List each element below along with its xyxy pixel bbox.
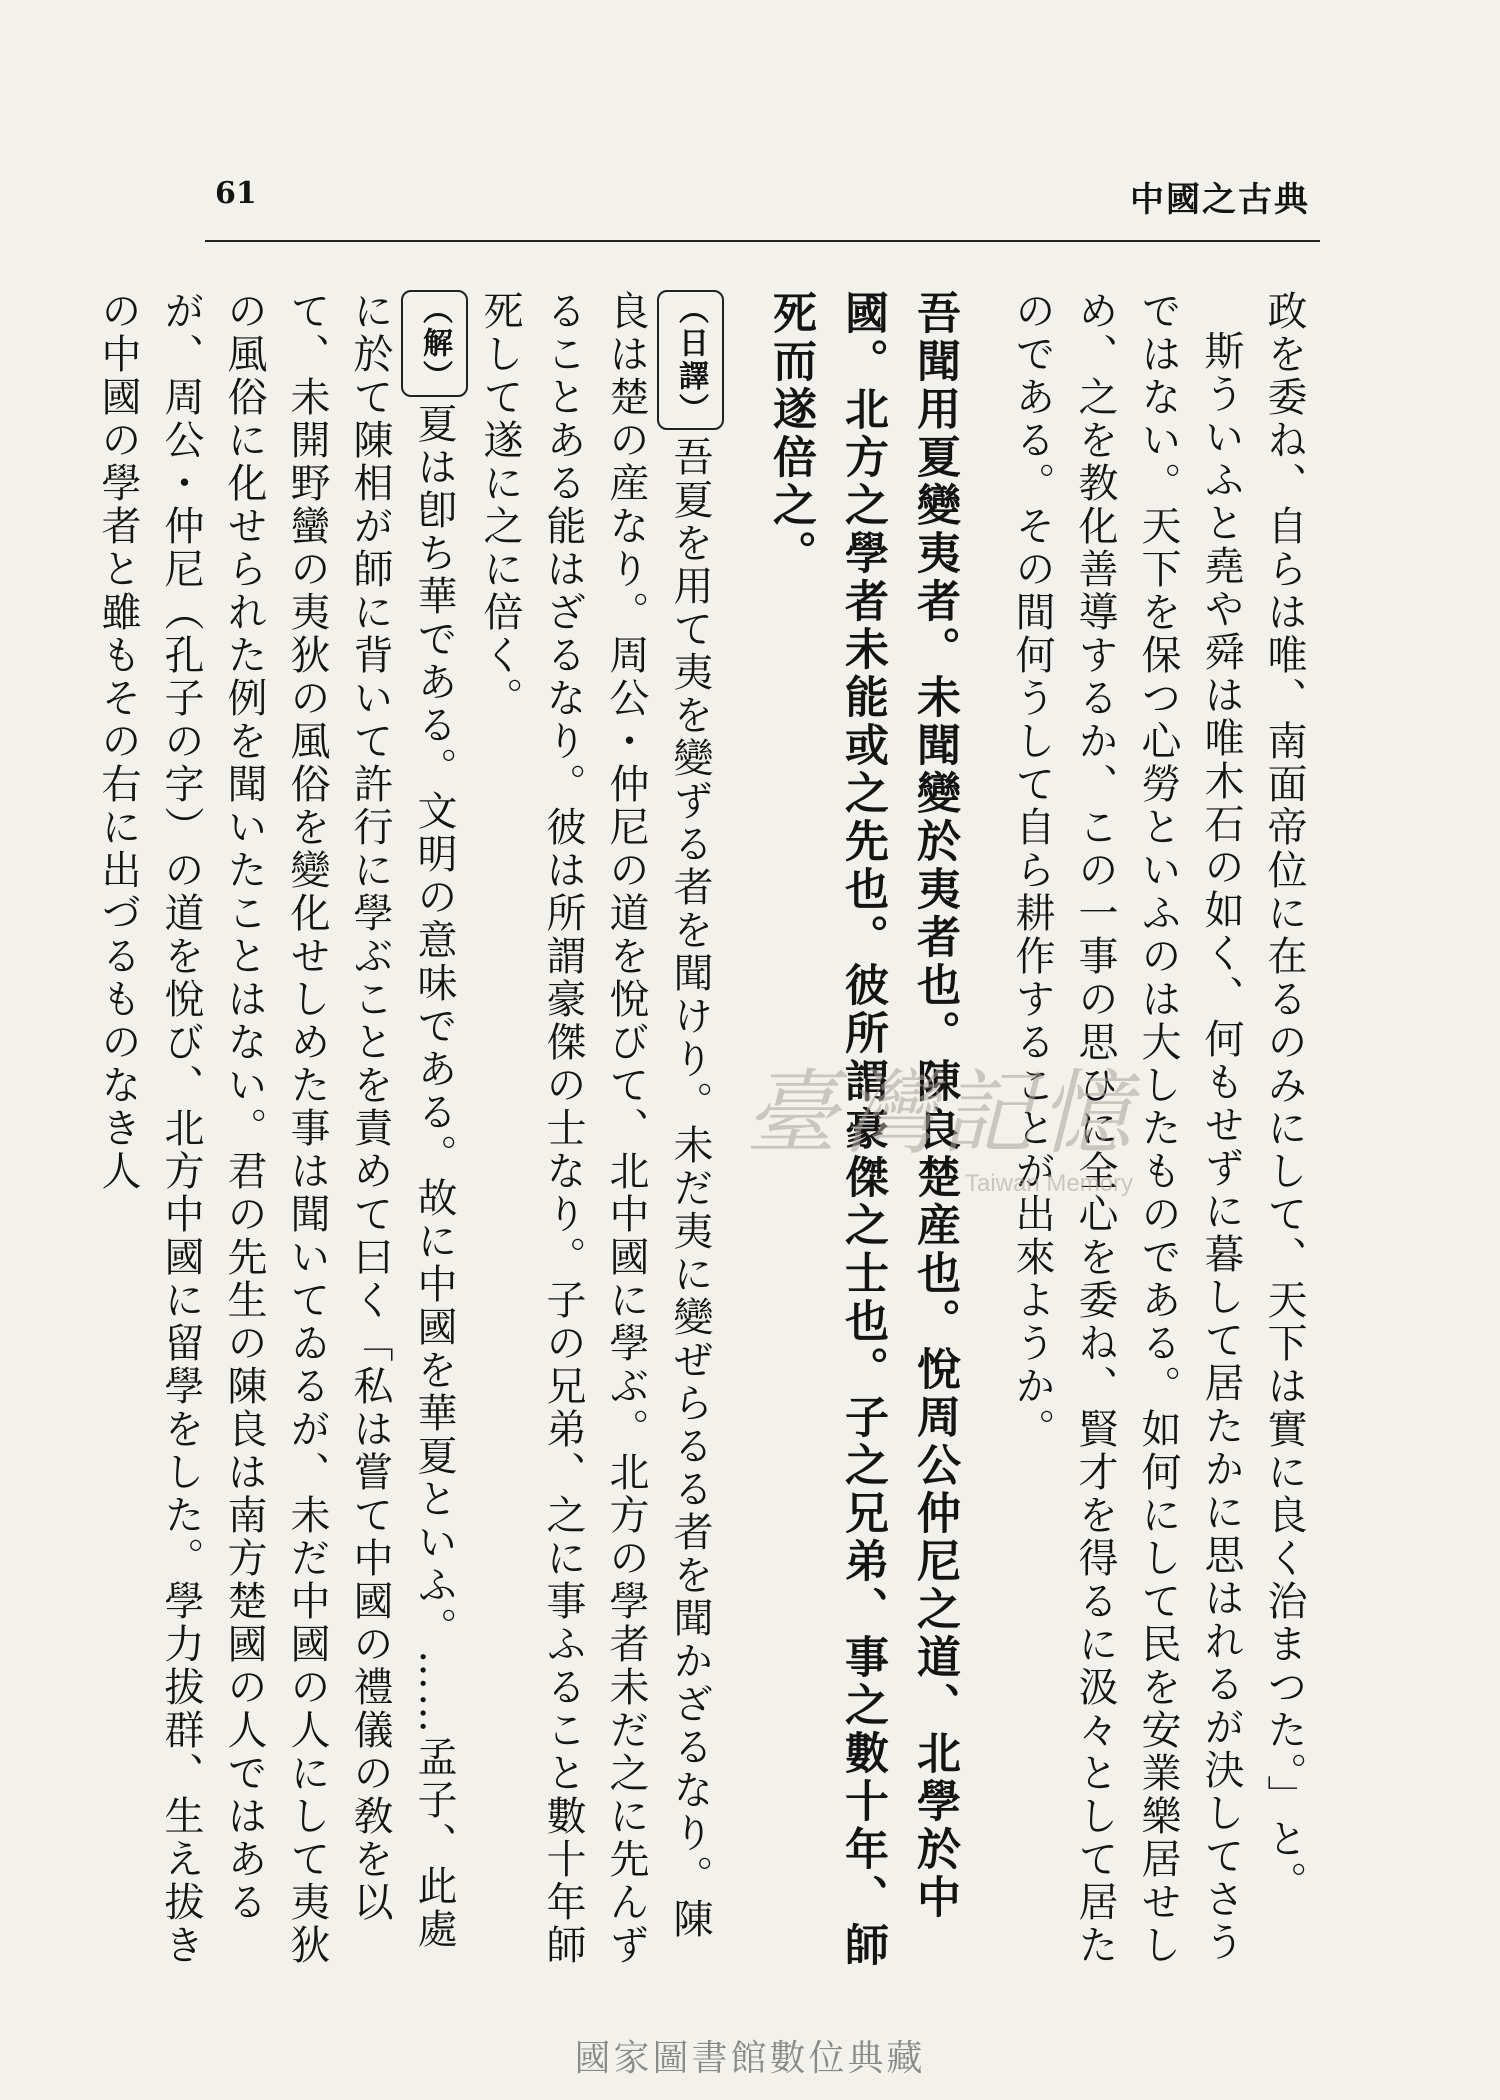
- paragraph-quote-end: 政を委ね、自らは唯、南面帝位に在るのみにして、天下は實に良く治まつた。」と。: [1261, 290, 1307, 1904]
- commentary-paragraph: [86, 290, 468, 1980]
- watermark-chinese: 臺灣記憶: [745, 1060, 1138, 1167]
- paragraph-explanation: 斯ういふと堯や舜は唯木石の如く、何もせずに暮して居たかに思はれるが決してさうではない。天下を保つ心勞といふのは大したものである。如何にして民を安業樂居せしめ、之を教化善導するか、この一事の思ひに全心を委ね、賢才を得るに汲々として居たのである。その間何うして自ら耕作することが出來ようか。: [1009, 290, 1244, 1967]
- commentary-text: 夏は卽ち華である。文明の意味である。故に中國を華夏といふ。……孟子、此處に於て陳相が師に背いて許行に學ぶことを責めて曰く「私は嘗て中國の禮儀の敎を以て、未開野蠻の夷狄の風俗を變化せしめた事は聞いてゐるが、未だ中國の人にして夷狄の風俗に化せられた例を聞いたことはない。君の先生の陳良は南方楚國の人ではあるが、周公・仲尼（孔子の字）の道を悅び、北方中國に留學をした。學力拔群、生え拔きの中國の學者と雖もその右に出づるものなき人: [95, 290, 457, 1967]
- running-title: 中國之古典: [1130, 180, 1310, 220]
- translation-paragraph: [468, 290, 724, 1980]
- library-footer: 國家圖書館數位典藏: [574, 2038, 926, 2079]
- translation-label: （日譯）: [657, 290, 724, 430]
- watermark-english: Taiwan Memory: [965, 1170, 1134, 1197]
- commentary-label: （解）: [401, 290, 468, 397]
- vertical-body-text: [95, 290, 1315, 1980]
- translation-text: 吾夏を用て夷を變ずる者を聞けり。未だ夷に變ぜらるる者を聞かざるなり。陳良は楚の産なり。周公・仲尼の道を悅びて、北中國に學ぶ。北方の學者未だ之に先んずることある能はざるなり。彼は所謂豪傑の士なり。子の兄弟、之に事ふること數十年師死して遂に之に倍く。: [477, 290, 713, 1967]
- page-number: 61: [215, 176, 257, 211]
- classical-chinese-passage: 吾聞用夏變夷者。未聞變於夷者也。陳良楚産也。悅周公仲尼之道、北學於中國。北方之學者未能或之先也。彼所謂豪傑之士也。子之兄弟、事之數十年、師死而遂倍之。: [765, 290, 960, 1970]
- page-header: [205, 170, 1320, 242]
